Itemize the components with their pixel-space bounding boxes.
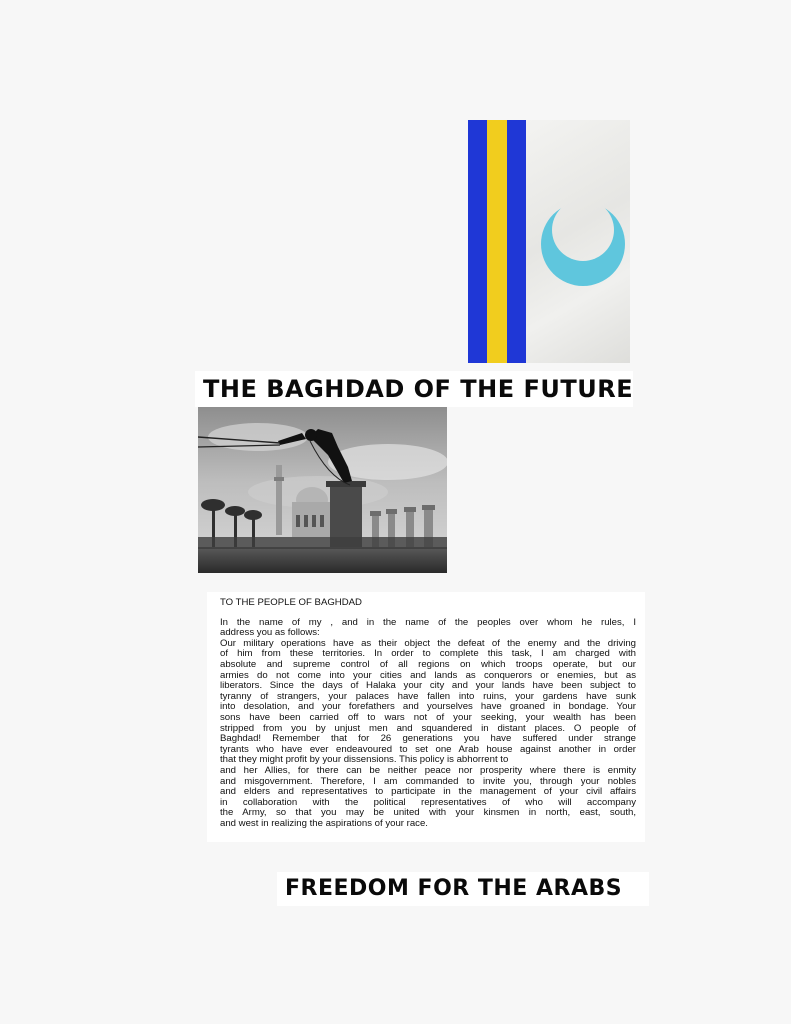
letter-heading: TO THE PEOPLE OF BAGHDAD bbox=[220, 597, 362, 608]
letter-line: absolute and supreme control of all regions on which troops operate, but our bbox=[220, 659, 636, 670]
page-title: THE BAGHDAD OF THE FUTURE bbox=[195, 371, 633, 407]
letter-line: and west in realizing the aspirations of your race. bbox=[220, 818, 428, 829]
letter-line: In the name of my , and in the name of the peoples over whom he rules, I bbox=[220, 617, 636, 628]
letter-line: tyrants who have ever endeavoured to set one Arab house against another in order bbox=[220, 744, 636, 755]
closing-slogan: FREEDOM FOR THE ARABS bbox=[277, 872, 649, 906]
statue-toppling-photo bbox=[198, 407, 447, 573]
proclamation-text bbox=[207, 592, 645, 842]
letter-line: and elders and representatives to participate in the management of your civil affairs bbox=[220, 787, 636, 798]
letter-line: of him from these territories. In order to complete this task, I am charged with bbox=[220, 649, 636, 660]
crescent-icon bbox=[468, 120, 630, 363]
letter-line: stripped from you by unjust men and squandered in distant places. O people of bbox=[220, 723, 636, 734]
letter-line: tyranny of strangers, your palaces have fallen into ruins, your gardens have sunk bbox=[220, 691, 636, 702]
letter-line: in collaboration with the political representatives of who will accompany bbox=[220, 797, 636, 808]
flag-image bbox=[468, 120, 630, 363]
letter-line: armies do not come into your cities and lands as conquerors or enemies, but as bbox=[220, 670, 636, 681]
letter-line: into desolation, and your forefathers and yourselves have groaned in bondage. Your bbox=[220, 702, 636, 713]
letter-line: the Army, so that you may be united with your kinsmen in north, east, south, bbox=[220, 808, 636, 819]
letter-line: that they might profit by your dissensions. This policy is abhorrent to bbox=[220, 755, 509, 766]
letter-line: sons have been carried off to wars not of your seeking, your wealth has been bbox=[220, 712, 636, 723]
letter-line: address you as follows: bbox=[220, 628, 320, 639]
letter-line: Our military operations have as their object the defeat of the enemy and the driving bbox=[220, 638, 636, 649]
letter-line: Baghdad! Remember that for 26 generations you have suffered under strange bbox=[220, 734, 636, 745]
letter-line: liberators. Since the days of Halaka your city and your lands have been subject to bbox=[220, 681, 636, 692]
letter-line: and misgovernment. Therefore, I am commanded to invite you, through your nobles bbox=[220, 776, 636, 787]
letter-line: and her Allies, for there can be neither peace nor prosperity where there is enmity bbox=[220, 765, 636, 776]
